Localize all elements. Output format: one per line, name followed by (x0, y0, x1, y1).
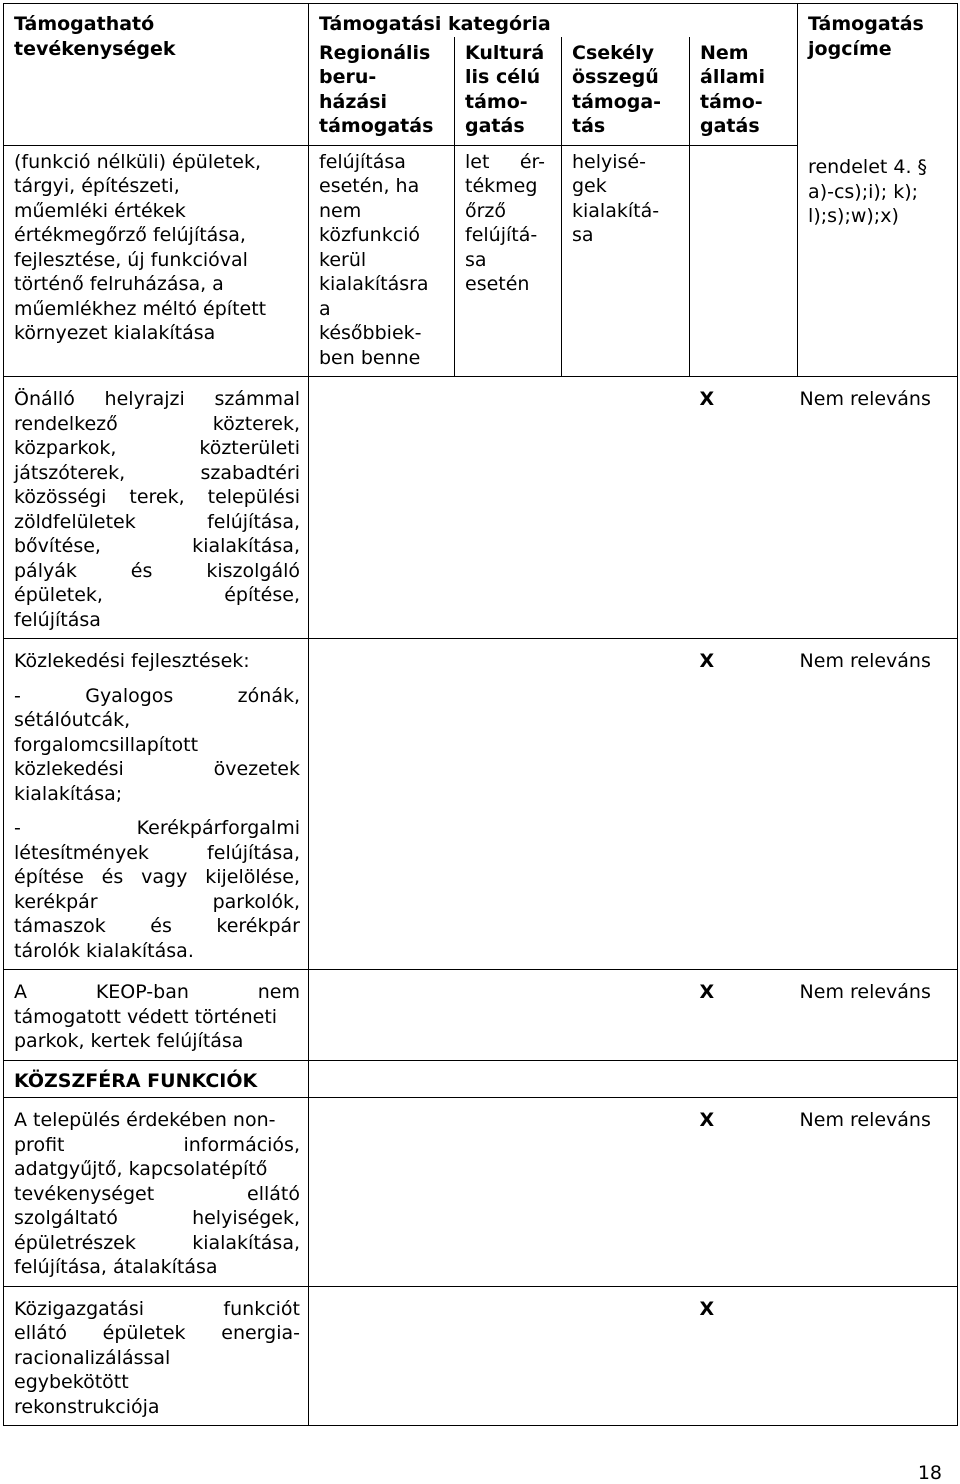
header-text: tás (572, 115, 606, 137)
header-text: gatás (465, 115, 525, 137)
cell-line: építése és vagy kijelölése, (14, 866, 300, 888)
minor-cell (562, 377, 690, 639)
header-category: Támogatási kategória (309, 4, 798, 37)
table-row (4, 970, 958, 1061)
cell-line: helyisé- (572, 150, 646, 173)
regional-cell (309, 970, 455, 1061)
cell-line: felújítása (14, 608, 101, 631)
cell-line: épületrészek kialakítása, (14, 1231, 300, 1254)
header-text: összegű (572, 66, 659, 88)
page-number: 18 (917, 1462, 942, 1484)
cell-line: fejlesztése, új funkcióval (14, 248, 248, 271)
legal-basis-cell: Nem releváns (798, 639, 958, 970)
cell-line: rekonstrukciója (14, 1395, 160, 1418)
cell-line: (funkció nélküli) épületek, (14, 150, 261, 173)
cell-line: felújítá- (465, 224, 538, 246)
cell-line: tárolók kialakítása. (14, 939, 194, 962)
minor-cell (562, 970, 690, 1061)
cell-line: támogatott védett történeti (14, 1005, 278, 1028)
section-title: KÖZSZFÉRA FUNKCIÓK (4, 1060, 309, 1098)
activity-cell (4, 145, 309, 377)
header-text: Támogatás (808, 13, 924, 35)
section-empty (798, 1060, 958, 1098)
header-legal-basis (798, 4, 958, 146)
cell-line: közösségi terek, települési (14, 486, 300, 508)
nonstate-cell (690, 145, 798, 377)
header-text: támoga- (572, 90, 662, 113)
regional-cell (309, 1286, 455, 1426)
cell-line: szolgáltató helyiségek, (14, 1207, 300, 1229)
header-regional (309, 37, 455, 146)
cell-line: őrző (465, 199, 507, 222)
cell-line: gek (572, 175, 607, 197)
cell-line: nem (319, 199, 362, 222)
cell-line: Közigazgatási funkciót (14, 1297, 300, 1320)
cell-line: kerékpár parkolók, (14, 890, 300, 913)
regional-cell (309, 377, 455, 639)
minor-cell (562, 1098, 690, 1287)
culture-cell (455, 1098, 562, 1287)
table-row (4, 1098, 958, 1287)
cell-line: adatgyűjtő, kapcsolatépítő (14, 1158, 268, 1180)
legal-basis-cell: Nem releváns (798, 1098, 958, 1287)
cell-line: műemlékhez méltó épített (14, 297, 267, 320)
cell-line: zöldfelületek felújítása, (14, 510, 300, 533)
cell-line: parkok, kertek felújítása (14, 1030, 244, 1052)
cell-line: A KEOP-ban nem (14, 981, 300, 1003)
header-culture (455, 37, 562, 146)
nonstate-mark: X (690, 639, 798, 970)
cell-line: felújítása (319, 150, 406, 173)
culture-cell (455, 377, 562, 639)
cell-line: let ér- (465, 150, 545, 173)
nonstate-mark: X (690, 1286, 798, 1426)
header-text: állami (700, 66, 765, 88)
culture-cell (455, 970, 562, 1061)
header-text: Támogatható (14, 13, 155, 35)
header-text: beru- (319, 66, 377, 88)
cell-line: környezet kialakítása (14, 322, 216, 344)
cell-line: esetén, ha (319, 175, 420, 197)
cell-line: történő felruházása, a (14, 273, 224, 295)
support-table (3, 3, 958, 1426)
legal-basis-cell (798, 1286, 958, 1426)
cell-line: rendelet 4. § (808, 156, 928, 178)
table-row (4, 639, 958, 970)
section-empty (455, 1060, 562, 1098)
header-text: jogcíme (808, 37, 892, 60)
regional-cell (309, 1098, 455, 1287)
header-text: házási (319, 90, 388, 113)
cell-line: Önálló helyrajzi számmal (14, 388, 300, 410)
activity-cell (4, 639, 309, 970)
cell-line: sa (465, 248, 487, 271)
header-activities (4, 4, 309, 146)
table-row (4, 1286, 958, 1426)
legal-basis-cell: Nem releváns (798, 377, 958, 639)
cell-line: bővítése, kialakítása, (14, 535, 300, 557)
header-text: Nem (700, 41, 749, 64)
cell-line: kialakításra (319, 273, 429, 295)
cell-line: sétálóutcák, (14, 709, 131, 731)
cell-line: egybekötött (14, 1371, 129, 1393)
cell-line: a)-cs);i); k); (808, 180, 919, 203)
cell-line: felújítása, átalakítása (14, 1256, 218, 1278)
cell-line: közparkok, közterületi (14, 437, 300, 459)
header-text: Regionális (319, 41, 431, 64)
header-text: támo- (465, 90, 528, 113)
cell-line: tárgyi, építészeti, (14, 175, 180, 197)
header-text: gatás (700, 115, 760, 137)
section-empty (690, 1060, 798, 1098)
minor-cell (562, 639, 690, 970)
cell-line: l);s);w);x) (808, 205, 899, 227)
cell-line: játszóterek, szabadtéri (14, 461, 300, 484)
header-text: támo- (700, 90, 763, 113)
header-text: támogatás (319, 115, 434, 137)
cell-line: közfunkció (319, 224, 421, 246)
cell-line: műemléki értékek (14, 199, 186, 222)
cell-line: létesítmények felújítása, (14, 841, 300, 864)
cell-line: a (319, 297, 331, 320)
cell-line: racionalizálással (14, 1346, 171, 1369)
cell-line: A település érdekében non- (14, 1109, 276, 1131)
header-text: tevékenységek (14, 37, 176, 60)
table-row (4, 145, 958, 377)
cell-line: Közlekedési fejlesztések: (14, 650, 250, 672)
table-row (4, 377, 958, 639)
header-minor (562, 37, 690, 146)
cell-line: - Kerékpárforgalmi (14, 817, 300, 839)
cell-line: forgalomcsillapított (14, 733, 199, 756)
activity-cell (4, 1098, 309, 1287)
header-text: Csekély (572, 41, 655, 64)
cell-line: ellátó épületek energia- (14, 1322, 300, 1344)
cell-line: pályák és kiszolgáló (14, 559, 300, 582)
minor-cell (562, 145, 690, 377)
header-row (4, 4, 958, 37)
cell-line: közlekedési övezetek (14, 758, 300, 780)
nonstate-mark: X (690, 1098, 798, 1287)
cell-line: kialakítása; (14, 782, 123, 805)
legal-basis-cell: Nem releváns (798, 970, 958, 1061)
activity-cell (4, 377, 309, 639)
cell-line: épületek, építése, (14, 584, 300, 606)
section-row (4, 1060, 958, 1098)
cell-line: ben benne (319, 346, 421, 369)
activity-cell (4, 970, 309, 1061)
cell-line: - Gyalogos zónák, (14, 684, 300, 707)
cell-line: kerül (319, 248, 367, 271)
cell-line: rendelkező közterek, (14, 412, 300, 435)
nonstate-mark: X (690, 970, 798, 1061)
cell-line: tevékenységet ellátó (14, 1182, 300, 1205)
legal-basis-cell (798, 145, 958, 377)
activity-cell (4, 1286, 309, 1426)
cell-line: profit információs, (14, 1133, 300, 1156)
cell-line: sa (572, 224, 594, 246)
culture-cell (455, 639, 562, 970)
header-text: lis célú (465, 66, 541, 88)
section-empty (309, 1060, 455, 1098)
header-nonstate (690, 37, 798, 146)
minor-cell (562, 1286, 690, 1426)
cell-line: értékmegőrző felújítása, (14, 224, 246, 246)
cell-line: támaszok és kerékpár (14, 915, 300, 937)
culture-cell (455, 1286, 562, 1426)
section-empty (562, 1060, 690, 1098)
cell-line: esetén (465, 273, 530, 295)
header-text: Kulturá (465, 41, 545, 64)
cell-line: későbbiek- (319, 322, 422, 344)
regional-cell (309, 145, 455, 377)
cell-line: kialakítá- (572, 199, 660, 222)
cell-line: tékmeg (465, 175, 538, 197)
nonstate-mark: X (690, 377, 798, 639)
regional-cell (309, 639, 455, 970)
culture-cell (455, 145, 562, 377)
